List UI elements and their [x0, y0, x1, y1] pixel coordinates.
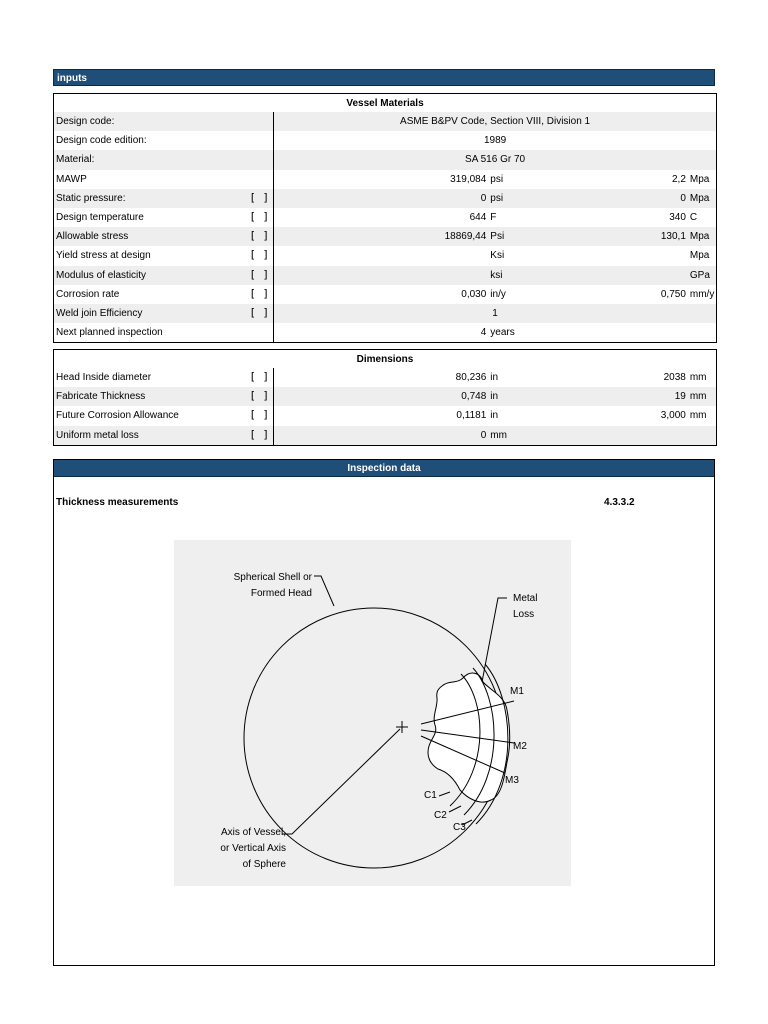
input-bracket[interactable]: [ ] [249, 286, 270, 300]
value-primary[interactable]: 319,084 [450, 173, 487, 185]
table-row [54, 246, 716, 265]
table-row [54, 208, 716, 227]
value-secondary[interactable]: 340 [669, 212, 686, 224]
value-secondary[interactable]: 0 [610, 189, 688, 208]
value-secondary[interactable]: 2,2 [671, 173, 686, 185]
table-row [54, 426, 716, 445]
unit-primary: in [489, 387, 609, 406]
row-label [54, 189, 274, 208]
value-secondary[interactable]: 130,1 [610, 227, 688, 246]
row-label-text: Future Corrosion Allowance [56, 410, 179, 422]
row-label-text: Head Inside diameter [56, 372, 152, 384]
leader-axis [282, 729, 400, 834]
c2-label: C2 [434, 810, 447, 821]
unit-primary: Psi [489, 227, 609, 246]
metal-loss-figure [174, 540, 571, 886]
unit-secondary: mm [689, 410, 707, 422]
metal-loss-region [428, 673, 510, 802]
row-label-text: Material: [56, 154, 95, 166]
row-label [54, 266, 274, 285]
table-row [54, 323, 716, 342]
c1-label: C1 [424, 790, 437, 801]
input-bracket[interactable]: [ ] [249, 229, 270, 243]
unit-secondary: Mpa [689, 250, 710, 262]
row-label-text: Uniform metal loss [56, 429, 139, 441]
value-secondary[interactable]: 3,000 [660, 410, 686, 422]
value-primary[interactable]: 0,748 [274, 387, 490, 406]
value-secondary[interactable] [610, 266, 688, 285]
row-label [54, 112, 274, 131]
table-row [54, 387, 716, 406]
unit-secondary: Mpa [688, 227, 716, 246]
unit-secondary [688, 426, 716, 445]
metal-label-1: Metal [513, 593, 538, 604]
input-bracket[interactable]: [ ] [249, 427, 270, 441]
row-label [54, 285, 274, 304]
row-label [54, 227, 274, 246]
table-row [54, 189, 716, 208]
table-row [54, 285, 716, 304]
value-secondary[interactable]: 19 [610, 387, 688, 406]
value-secondary[interactable] [610, 426, 688, 445]
row-label [54, 246, 274, 265]
value-primary[interactable]: 80,236 [455, 372, 487, 384]
dimensions-table [53, 349, 717, 446]
value-secondary[interactable]: 0,750 [660, 288, 686, 300]
table-row [54, 406, 716, 425]
row-label-text: Static pressure: [56, 192, 126, 204]
unit-primary: mm [489, 426, 609, 445]
row-label [54, 426, 274, 445]
thickness-measurements-label: Thickness measurements [56, 497, 179, 508]
table-row [54, 112, 716, 131]
value-primary[interactable] [274, 246, 490, 265]
table-row [54, 170, 716, 189]
input-bracket[interactable]: [ ] [249, 370, 270, 383]
axis-label-1: Axis of Vessel, [220, 827, 286, 838]
unit-primary: in/y [490, 288, 506, 300]
value-primary[interactable]: 0 [274, 426, 490, 445]
row-label-text: Modulus of elasticity [56, 269, 147, 281]
m2-label: M2 [513, 741, 527, 752]
table-row [54, 227, 716, 246]
axis-label-2: or Vertical Axis [220, 843, 286, 854]
inspection-data-panel [53, 459, 715, 966]
unit-primary: Ksi [490, 250, 505, 262]
unit-secondary: GPa [688, 266, 716, 285]
inspection-data-header: Inspection data [54, 460, 714, 477]
unit-secondary: mm/y [689, 288, 715, 300]
unit-primary: psi [489, 189, 609, 208]
row-label [54, 387, 274, 406]
unit-secondary [688, 323, 716, 342]
inputs-header: inputs [53, 69, 715, 86]
input-bracket[interactable]: [ ] [249, 389, 270, 403]
m1-label: M1 [510, 686, 524, 697]
row-label-text: Design code: [56, 116, 115, 128]
input-bracket[interactable]: [ ] [249, 267, 270, 281]
vessel-materials-table [53, 93, 717, 343]
metal-label-2: Loss [513, 609, 535, 620]
row-value[interactable]: 1 [274, 304, 716, 323]
row-value[interactable]: 1989 [483, 135, 507, 147]
value-primary[interactable]: 4 [480, 327, 487, 339]
table-row [54, 150, 716, 169]
row-label-text: Yield stress at design [56, 250, 151, 262]
leader-metal-loss [482, 598, 507, 682]
row-label-text: Fabricate Thickness [56, 391, 146, 403]
input-bracket[interactable]: [ ] [249, 305, 270, 319]
row-label [54, 323, 274, 342]
unit-secondary: Mpa [688, 189, 716, 208]
unit-secondary: Mpa [689, 173, 710, 185]
unit-secondary: mm [689, 372, 707, 384]
table-row [54, 266, 716, 285]
unit-primary: in [490, 410, 499, 422]
m3-label: M3 [505, 775, 519, 786]
dimensions-title: Dimensions [356, 353, 414, 365]
unit-primary: in [490, 372, 499, 384]
value-primary[interactable]: 18869,44 [274, 227, 490, 246]
c3-label: C3 [453, 822, 466, 833]
unit-primary: psi [490, 173, 504, 185]
shell-label-1: Spherical Shell or [233, 572, 312, 583]
input-bracket[interactable]: [ ] [249, 248, 270, 262]
unit-secondary: mm [688, 387, 716, 406]
value-primary[interactable]: 0,1181 [456, 410, 487, 422]
input-bracket[interactable]: [ ] [249, 190, 270, 204]
row-label-text: Corrosion rate [56, 288, 120, 300]
unit-primary: ksi [489, 266, 609, 285]
row-label [54, 170, 274, 189]
vessel-materials-title: Vessel Materials [346, 97, 424, 109]
leader-c1 [439, 792, 450, 796]
table-row [54, 131, 716, 150]
row-label [54, 150, 274, 169]
axis-label-3: of Sphere [242, 859, 286, 870]
leader-c2 [449, 806, 461, 812]
value-primary[interactable] [274, 266, 490, 285]
unit-secondary: C [689, 212, 698, 224]
row-value[interactable]: SA 516 Gr 70 [274, 150, 716, 169]
row-value[interactable]: ASME B&PV Code, Section VIII, Division 1 [274, 112, 716, 131]
row-label-text: Weld join Efficiency [56, 307, 143, 319]
leader-shell [314, 576, 334, 606]
shell-label-2: Formed Head [250, 588, 312, 599]
row-label [54, 368, 274, 387]
row-label [54, 304, 274, 323]
row-label [54, 131, 274, 150]
table-row [54, 368, 716, 387]
section-reference: 4.3.3.2 [604, 497, 635, 508]
value-secondary[interactable] [610, 246, 688, 265]
value-primary[interactable]: 644 [469, 212, 487, 224]
value-primary[interactable]: 0,030 [461, 288, 487, 300]
unit-primary: F [490, 212, 497, 224]
value-secondary[interactable]: 2038 [663, 372, 686, 384]
row-label-text: Design temperature [56, 212, 144, 224]
row-label-text: Allowable stress [56, 231, 129, 243]
row-label [54, 406, 274, 425]
input-bracket[interactable]: [ ] [249, 209, 270, 223]
row-label-text: Next planned inspection [56, 327, 163, 339]
value-primary[interactable]: 0 [274, 189, 490, 208]
row-label-text: MAWP [56, 173, 87, 185]
unit-primary: years [490, 327, 515, 339]
table-row [54, 304, 716, 323]
row-label-text: Design code edition: [56, 135, 147, 147]
row-label [54, 208, 274, 227]
input-bracket[interactable]: [ ] [249, 408, 270, 422]
value-secondary[interactable] [610, 323, 688, 342]
